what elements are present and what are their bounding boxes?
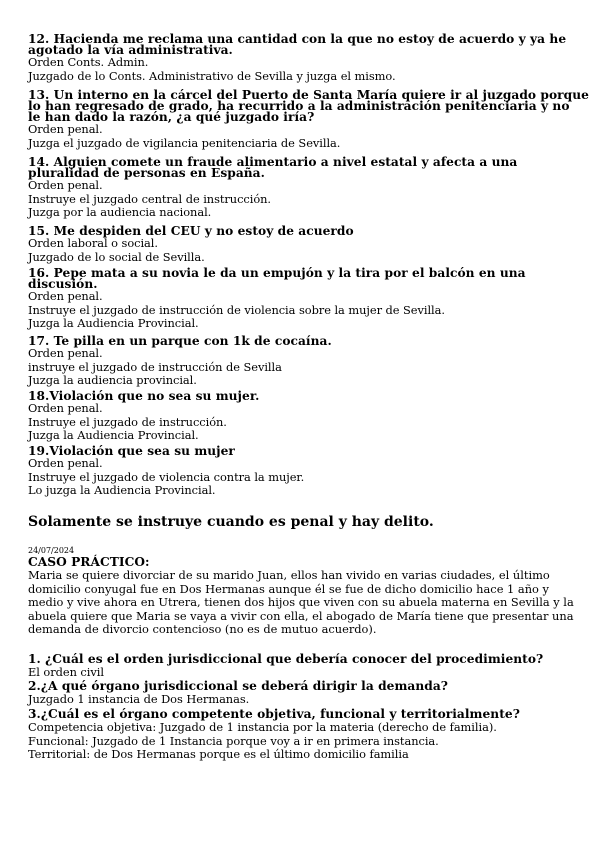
answer-line: Orden penal.	[28, 456, 103, 470]
case-answer	[28, 666, 576, 680]
case-body-line: medio y vive ahora en Utrera, tienen dos hijos que viven con su abuela materna en Sevilla y la	[28, 595, 574, 610]
question-line: 16. Pepe mata a su novia le da un empujón y la tira por el balcón en una	[28, 266, 526, 280]
answer-line: Orden penal.	[28, 346, 103, 360]
case-question-heading: 2.¿A qué órgano jurisdiccional se deberá dirigir la demanda?	[28, 679, 448, 693]
answer-line: Lo juzga la Audiencia Provincial.	[28, 483, 216, 498]
answer-line: Orden penal.	[28, 122, 103, 136]
answer-line: Juzgado de lo social de Sevilla.	[28, 249, 205, 264]
question-line: le han dado la razón, ¿a qué juzgado iría?	[28, 110, 315, 124]
case-body-line: abuela quiere que Maria se vaya a vivir con ella, el abogado de María tiene que presentar una	[28, 608, 574, 623]
question-block-14	[28, 157, 576, 220]
case-title: CASO PRÁCTICO:	[28, 555, 150, 569]
question-line: 15. Me despiden del CEU y no estoy de acuerdo	[28, 224, 354, 238]
question-line: lo han regresado de grado, ha recurrido a la administración penitenciaria y no	[28, 99, 570, 113]
answer-text	[28, 457, 576, 498]
case-body-line: domicilio conyugal fue en Dos Hermanas aunque él se fue de dicho domicilio hace 1 año y	[28, 581, 549, 596]
question-block-18	[28, 391, 576, 443]
case-answer	[28, 693, 576, 707]
question-line: 14. Alguien comete un fraude alimentario a nivel estatal y afecta a una	[28, 155, 518, 169]
question-line: 19.Violación que sea su mujer	[28, 444, 235, 458]
answer-line: Instruye el juzgado de instrucción de violencia sobre la mujer de Sevilla.	[28, 302, 445, 317]
question-block-17	[28, 336, 576, 388]
question-block-13	[28, 88, 589, 150]
case-question-heading: 1. ¿Cuál es el orden jurisdiccional que debería conocer del procedimiento?	[28, 652, 544, 666]
answer-line: Orden penal.	[28, 178, 103, 192]
case-question-heading: 3.¿Cuál es el órgano competente objetiva, funcional y territorialmente?	[28, 707, 520, 721]
question-heading	[28, 336, 576, 347]
answer-line: Juzgado de lo Conts. Administrativo de Sevilla y juzga el mismo.	[28, 68, 396, 83]
answer-line: Instruye el juzgado de instrucción.	[28, 414, 227, 429]
answer-line: Juzga por la audiencia nacional.	[28, 205, 212, 220]
case-question-1	[28, 652, 576, 680]
question-line: agotado la vía administrativa.	[28, 43, 233, 57]
question-heading	[28, 157, 576, 179]
answer-line: Orden Conts. Admin.	[28, 55, 149, 69]
question-heading	[28, 391, 576, 402]
case-answer-line: Juzgado 1 instancia de Dos Hermanas.	[28, 692, 250, 706]
answer-line: Juzga la Audiencia Provincial.	[28, 428, 199, 443]
answer-line: instruye el juzgado de instrucción de Sevilla	[28, 359, 282, 374]
case-answer-line: El orden civil	[28, 665, 104, 679]
question-line: pluralidad de personas en España.	[28, 166, 265, 180]
question-line: discusión.	[28, 277, 98, 291]
case-section	[28, 546, 576, 637]
case-question-2	[28, 679, 576, 707]
answer-line: Juzga la Audiencia Provincial.	[28, 316, 199, 331]
answer-line: Juzga el juzgado de vigilancia penitenciaria de Sevilla.	[28, 135, 341, 150]
answer-line: Juzga la audiencia provincial.	[28, 373, 197, 388]
answer-text	[28, 402, 576, 443]
answer-text	[28, 123, 576, 150]
question-line: 13. Un interno en la cárcel del Puerto de Santa María quiere ir al juzgado porque	[28, 88, 589, 102]
case-answer	[28, 721, 576, 762]
answer-line: Orden laboral o social.	[28, 236, 158, 250]
case-date: 24/07/2024	[28, 546, 75, 555]
question-heading	[28, 446, 576, 457]
question-heading	[28, 268, 576, 290]
summary-note: Solamente se instruye cuando es penal y hay delito.	[28, 514, 434, 530]
question-block-16	[28, 268, 576, 331]
case-answer-line: Competencia objetiva: Juzgado de 1 instancia por la materia (derecho de familia).	[28, 720, 497, 734]
question-block-19	[28, 446, 576, 498]
answer-line: Instruye el juzgado central de instrucción.	[28, 191, 271, 206]
question-heading	[28, 34, 576, 56]
case-body-line: Maria se quiere divorciar de su marido Juan, ellos han vivido en varias ciudades, el último	[28, 568, 550, 582]
answer-line: Instruye el juzgado de violencia contra la mujer.	[28, 469, 305, 484]
answer-text	[28, 179, 576, 220]
case-answer-line: Territorial: de Dos Hermanas porque es el último domicilio familia	[28, 747, 409, 762]
question-block-15	[28, 226, 576, 264]
question-line: 12. Hacienda me reclama una cantidad con la que no estoy de acuerdo y ya he	[28, 32, 567, 46]
answer-line: Orden penal.	[28, 289, 103, 303]
answer-text	[28, 237, 576, 264]
case-answer-line: Funcional: Juzgado de 1 Instancia porque voy a ir en primera instancia.	[28, 733, 439, 748]
answer-text	[28, 56, 576, 83]
case-body	[28, 569, 576, 637]
question-heading	[28, 88, 589, 124]
question-line: 18.Violación que no sea su mujer.	[28, 389, 260, 403]
question-block-12	[28, 34, 576, 83]
answer-line: Orden penal.	[28, 401, 103, 415]
answer-text	[28, 347, 576, 388]
case-question-3	[28, 707, 576, 762]
answer-text	[28, 290, 576, 331]
question-line: 17. Te pilla en un parque con 1k de cocaína.	[28, 334, 332, 348]
case-body-line: demanda de divorcio contencioso (no es de mutuo acuerdo).	[28, 622, 377, 637]
